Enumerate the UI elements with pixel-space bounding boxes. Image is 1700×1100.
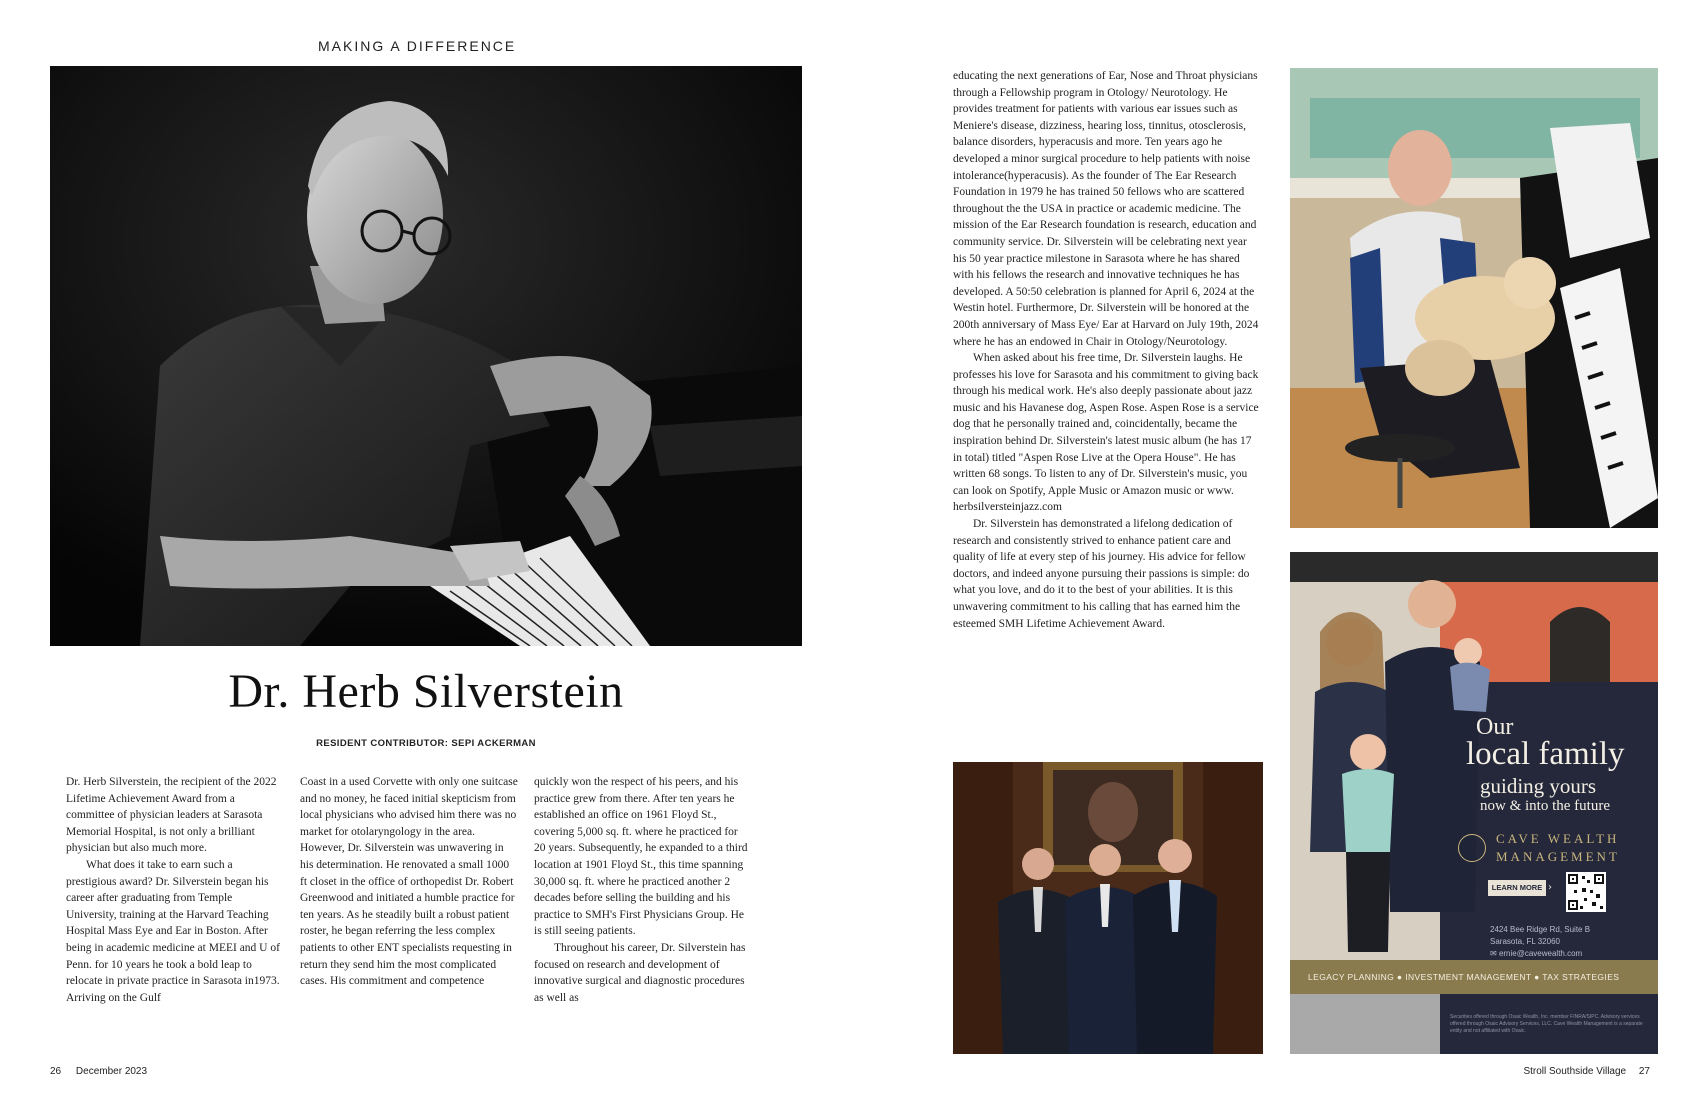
piano-dog-photo [1290, 68, 1658, 528]
ad-services: LEGACY PLANNING ● INVESTMENT MANAGEMENT ● TAX STRATEGIES [1308, 972, 1620, 982]
paragraph: Coast in a used Corvette with only one suitcase and no money, he faced initial skepticism from local physicians who advised him there was no market for otolaryngology in the area. However, Dr. Silverstein was unwavering in his determination. He renovated a small 1000 ft closet in the office of orthopedist Dr. Robert Greenwood and initiated a humble practice for ten years. As he steadily built a robust patient roster, he began referring the less complex patients to other ENT specialists requesting in return they send him the most complicated cases. His commitment and competence [300, 776, 518, 988]
portrait-illustration [50, 66, 802, 646]
page-number-left: 26 [50, 1066, 62, 1077]
ad-brand-line1: CAVE WEALTH [1496, 831, 1620, 846]
publication-name: Stroll Southside Village [1523, 1066, 1627, 1077]
piano-dog-illustration [1290, 68, 1658, 528]
paragraph: Dr. Silverstein has demonstrated a lifelong dedication of research and consistently strived to enhance patient care and quality of life at every step of his journey. His advice for fellow doctors, and indeed anyone pursuing their passions is simple: do what you love, and do it to the best of your abilities. It is this unwavering commitment to his calling that has earned him the esteemed SMH Lifetime Achievement Award. [953, 518, 1250, 630]
learn-more-button[interactable]: LEARN MORE [1488, 880, 1546, 896]
issue-date: December 2023 [75, 1066, 148, 1077]
ad-brand-name [1496, 830, 1620, 866]
paragraph: quickly won the respect of his peers, and his practice grew from there. After ten years he established an office on 1961 Floyd St., covering 5,000 sq. ft. where he practiced for 20 years. Subsequently, he expanded to a third location at 1901 Floyd St., this time spanning 30,000 sq. ft. where he practiced another 2 decades before selling the building and his practice to SMH's First Physicians Group. He is still seeing patients. [534, 776, 748, 938]
text-column-2 [300, 774, 518, 990]
ad-address-line2: Sarasota, FL 32060 [1490, 937, 1560, 946]
ad-headline-guiding: guiding yours [1480, 774, 1597, 798]
text-column-1 [66, 774, 284, 1006]
cave-wealth-logo-icon [1458, 834, 1486, 862]
three-men-photo [953, 762, 1263, 1054]
folio-right [1523, 1066, 1650, 1077]
chevron-right-icon: › [1548, 882, 1552, 893]
paragraph: Throughout his career, Dr. Silverstein has focused on research and development of innovative surgical and diagnostic procedures as well as [534, 941, 746, 1004]
page-number-right: 27 [1638, 1066, 1650, 1077]
ad-brand-line2: MANAGEMENT [1496, 849, 1620, 864]
paragraph: What does it take to earn such a prestigious award? Dr. Silverstein began his career after graduating from Temple University, training at the Harvard Teaching Hospital Mass Eye and Ear in Boston. After being in academic medicine at MEEI and U of Penn. for 10 years he took a bold leap to relocate in private practice in Sarasota in1973. Arriving on the Gulf [66, 858, 280, 1004]
paragraph: educating the next generations of Ear, Nose and Throat physicians through a Fellowship program in Otology/ Neurotology. He provides treatment for patients with various ear issues such as Meniere's disease, dizziness, hearing loss, tinnitus, otosclerosis, balance disorders, hyperacusis and more. Ten years ago he developed a minor surgical procedure to help patients with noise intolerance(hyperacusis). As the founder of The Ear Research Foundation in 1979 he has trained 50 fellows who are scattered throughout the the USA in practice or academic medicine. The mission of the Ear Research foundation is research, education and community service. Dr. Silverstein will be celebrating next year his 50 year practice milestone in Sarasota where he has shared with his fellows the research and innovative techniques he has developed. A 50:50 celebration is planned for April 6, 2024 at the Westin hotel. Furthermore, Dr. Silverstein will be honored at the 200th anniversary of Mass Eye/ Ear at Harvard on July 19th, 2024 where he has an endowed in Chair in Otology/Neurotology. [953, 70, 1259, 348]
article-title: Dr. Herb Silverstein [228, 665, 624, 718]
mail-icon: ✉ [1490, 949, 1499, 958]
ad-headline-local: local family [1466, 736, 1625, 772]
cave-wealth-ad[interactable] [1290, 552, 1658, 1054]
qr-code-icon[interactable] [1566, 872, 1606, 912]
section-label: MAKING A DIFFERENCE [318, 38, 517, 54]
ad-headline-our: Our [1476, 714, 1514, 740]
ad-fine-print: Securities offered through Osaic Wealth, Inc. member FINRA/SIPC. Advisory services offered through Osaic Advisory Services, LLC. Cave Wealth Management is a separate entity and not affiliated with Osaic. [1450, 1014, 1643, 1034]
ad-headline-now: now & into the future [1480, 798, 1610, 814]
folio-left [50, 1066, 147, 1077]
hero-portrait-photo [50, 66, 802, 646]
ad-address [1490, 924, 1590, 960]
text-column-4 [953, 68, 1263, 632]
text-column-3 [534, 774, 752, 1006]
three-men-illustration [953, 762, 1263, 1054]
paragraph: Dr. Herb Silverstein, the recipient of the 2022 Lifetime Achievement Award from a committee of physician leaders at Sarasota Memorial Hospital, is not only a brilliant physician but also much more. [66, 776, 277, 855]
ad-email-text: ernie@cavewealth.com [1498, 949, 1583, 958]
ad-address-line1: 2424 Bee Ridge Rd, Suite B [1490, 925, 1591, 934]
ad-email[interactable] [1490, 948, 1590, 960]
paragraph: When asked about his free time, Dr. Silverstein laughs. He professes his love for Sarasota and his commitment to giving back through his medical work. He's also deeply passionate about jazz music and his Havanese dog, Aspen Rose. Aspen Rose is a service dog that he personally trained and, coincidentally, became the inspiration behind Dr. Silverstein's latest music album (he has 17 in total) titled "Aspen Rose Live at the Opera House". He has written 68 songs. To listen to any of Dr. Silverstein's music, you can look on Spotify, Apple Music or Amazon music or www. herbsilversteinjazz.com [953, 352, 1259, 514]
byline: RESIDENT CONTRIBUTOR: SEPI ACKERMAN [316, 738, 536, 749]
